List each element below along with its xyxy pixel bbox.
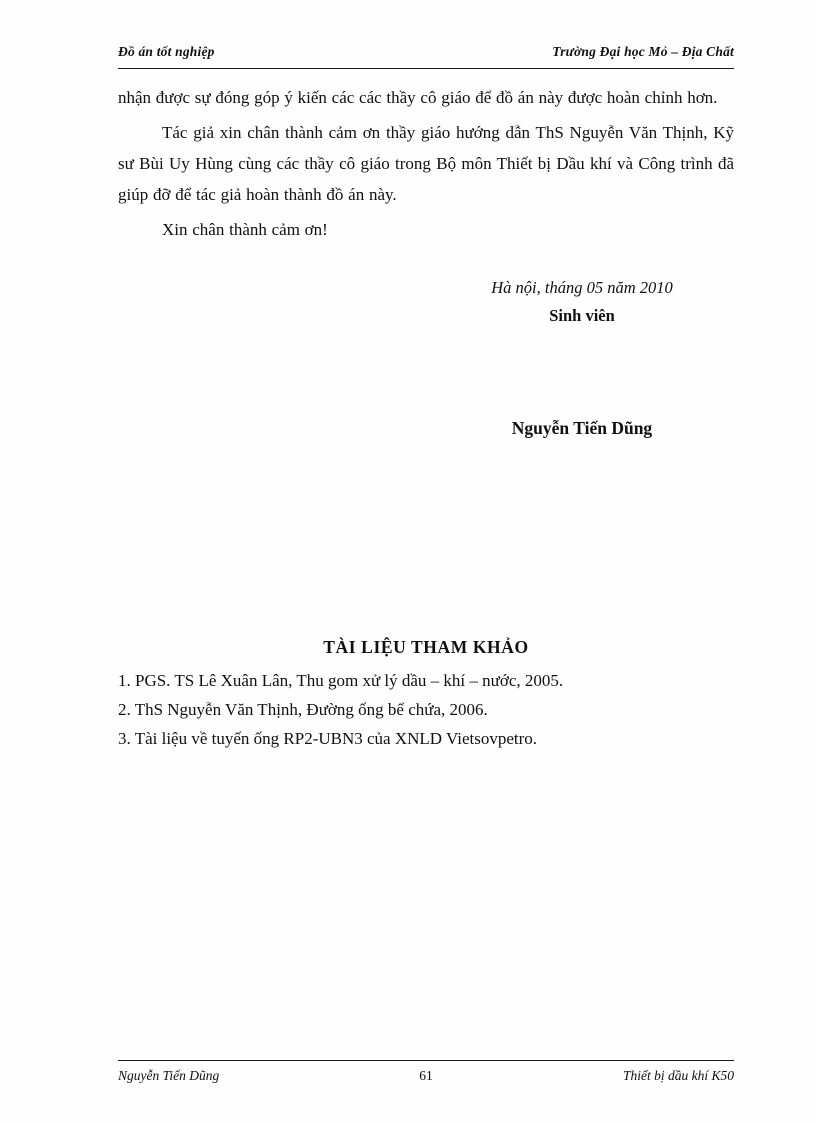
page-header xyxy=(118,44,734,60)
signature-place-date: Hà nội, tháng 05 năm 2010 xyxy=(491,278,673,297)
references-list xyxy=(118,666,734,753)
reference-item: 1. PGS. TS Lê Xuân Lân, Thu gom xử lý dầu – khí – nước, 2005. xyxy=(118,671,564,690)
signature-role: Sinh viên xyxy=(549,306,615,325)
paragraph: Xin chân thành cảm ơn! xyxy=(162,220,328,239)
footer-divider xyxy=(118,1060,734,1061)
header-right-text: Trường Đại học Mỏ – Địa Chất xyxy=(552,44,734,59)
header-left-text: Đồ án tốt nghiệp xyxy=(118,44,215,59)
footer-left-text: Nguyễn Tiến Dũng xyxy=(118,1068,220,1083)
body-text xyxy=(118,82,734,249)
page-number: 61 xyxy=(419,1068,433,1083)
references-title: TÀI LIỆU THAM KHẢO xyxy=(323,637,529,657)
page-footer xyxy=(118,1068,734,1084)
footer-right-text: Thiết bị dầu khí K50 xyxy=(623,1068,734,1083)
paragraph: Tác giả xin chân thành cảm ơn thầy giáo hướng dẫn ThS Nguyễn Văn Thịnh, Kỹ sư Bùi Uy Hùng cùng các thầy cô giáo trong Bộ môn Thiết bị Dầu khí và Công trình đã giúp đỡ để tác giả hoàn thành đồ án này. xyxy=(118,123,734,204)
paragraph: nhận được sự đóng góp ý kiến các các thầy cô giáo để đồ án này được hoàn chỉnh hơn. xyxy=(118,88,718,107)
header-divider xyxy=(118,68,734,69)
reference-item: 3. Tài liệu về tuyến ống RP2-UBN3 của XNLD Vietsovpetro. xyxy=(118,729,538,748)
signature-name: Nguyễn Tiến Dũng xyxy=(511,418,653,438)
reference-item: 2. ThS Nguyễn Văn Thịnh, Đường ống bể chứa, 2006. xyxy=(118,700,488,719)
